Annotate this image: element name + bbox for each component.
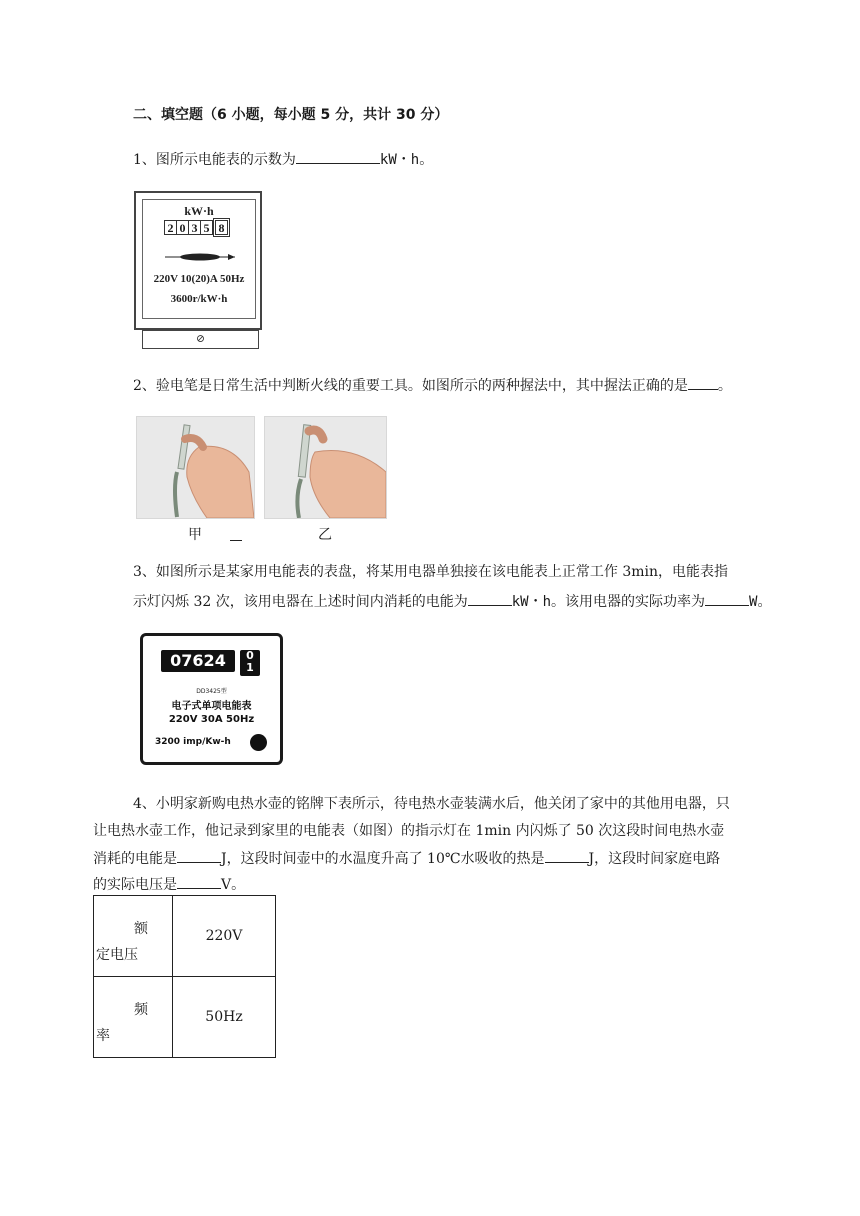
label-bottom: 率	[96, 1028, 110, 1044]
table-cell-value: 220V	[173, 896, 276, 977]
q2-text-end: 。	[717, 378, 732, 394]
q2-answer-blank[interactable]	[688, 377, 718, 390]
q3-power-blank[interactable]	[705, 593, 749, 606]
q3-text: 示灯闪烁 32 次，该用电器在上述时间内消耗的电能为	[133, 594, 468, 610]
caption-divider	[230, 540, 242, 541]
meter1-digits	[164, 220, 227, 235]
question-4-line-2: 让电热水壶工作，他记录到家里的电能表（如图）的指示灯在 1min 内闪烁了 50 次这段时间电热水壶	[93, 823, 725, 839]
table-row	[94, 896, 276, 977]
caption-jia: 甲	[188, 527, 202, 543]
caption-yi: 乙	[318, 527, 332, 543]
meter2-reading: 07624	[161, 650, 235, 672]
meter2-decimal-window	[240, 650, 260, 676]
meter2-decimal-bottom: 1	[246, 661, 254, 674]
meter2-decimal-top: 0	[246, 649, 254, 662]
q4-heat-blank[interactable]	[545, 850, 589, 863]
meter1-digit: 0	[176, 220, 189, 235]
hand-holding-tester-icon	[137, 417, 254, 518]
meter2-indicator-light-icon	[250, 734, 267, 751]
table-cell-label	[94, 896, 173, 977]
label-top: 额	[134, 921, 148, 937]
meter2-constant: 3200 imp/Kw-h	[155, 737, 231, 747]
question-3-line-1: 3、如图所示是某家用电能表的表盘，将某用电器单独接在该电能表上正常工作 3min，电能表指	[133, 564, 729, 580]
hand-holding-tester-icon	[265, 417, 386, 518]
table-cell-value: 50Hz	[173, 977, 276, 1058]
energy-meter-1-face	[142, 199, 256, 319]
q3-energy-blank[interactable]	[468, 593, 512, 606]
meter1-digit: 5	[200, 220, 213, 235]
meter1-digit: 2	[164, 220, 177, 235]
q4-text: 的实际电压是	[93, 877, 177, 893]
meter1-digit: 3	[188, 220, 201, 235]
table-cell-label	[94, 977, 173, 1058]
kettle-nameplate-table	[93, 895, 276, 1058]
meter1-base	[142, 330, 259, 349]
pen-grip-photo-right	[264, 416, 387, 519]
q4-text: 消耗的电能是	[93, 851, 177, 867]
meter1-spec: 220V 10(20)A 50Hz	[153, 273, 245, 285]
question-4-line-1: 4、小明家新购电热水壶的铭牌下表所示，待电热水壶装满水后，他关闭了家中的其他用电器，只	[133, 796, 730, 812]
energy-meter-1	[134, 191, 262, 330]
question-4-line-4	[93, 876, 245, 892]
pen-grip-photo-left	[136, 416, 255, 519]
label-top: 频	[134, 1002, 148, 1018]
meter2-model: DD3425型	[196, 688, 227, 695]
question-4-line-3	[93, 850, 720, 866]
question-2	[133, 377, 732, 393]
meter1-decimal-digit: 8	[215, 220, 228, 235]
q4-text: J，这段时间壶中的水温度升高了 10℃水吸收的热是	[221, 851, 545, 867]
meter1-constant: 3600r/kW·h	[170, 293, 228, 305]
q4-text: V。	[221, 877, 246, 893]
meter1-unit-label: kW·h	[184, 204, 214, 218]
label-bottom: 定电压	[96, 947, 138, 963]
meter1-disc-icon	[163, 251, 239, 263]
meter2-spec: 220V 30A 50Hz	[168, 714, 255, 725]
meter2-name: 电子式单项电能表	[171, 701, 252, 712]
q3-text-end: W。	[749, 594, 772, 610]
section-heading: 二、填空题（6 小题，每小题 5 分，共计 30 分）	[133, 107, 449, 123]
q1-text: 1、图所示电能表的示数为	[133, 152, 296, 168]
q2-text: 2、验电笔是日常生活中判断火线的重要工具。如图所示的两种握法中，其中握法正确的是	[133, 378, 688, 394]
question-3-line-2	[133, 593, 771, 609]
meter1-base-symbol: ⊘	[195, 332, 206, 345]
q4-text: J，这段时间家庭电路	[588, 851, 721, 867]
question-1	[133, 151, 433, 167]
q4-energy-blank[interactable]	[177, 850, 221, 863]
q4-voltage-blank[interactable]	[177, 876, 221, 889]
q1-unit-text: kW・h。	[379, 152, 434, 168]
table-row	[94, 977, 276, 1058]
q3-text-mid: kW・h。该用电器的实际功率为	[511, 594, 706, 610]
q1-answer-blank[interactable]	[296, 151, 380, 164]
energy-meter-2	[140, 633, 283, 765]
